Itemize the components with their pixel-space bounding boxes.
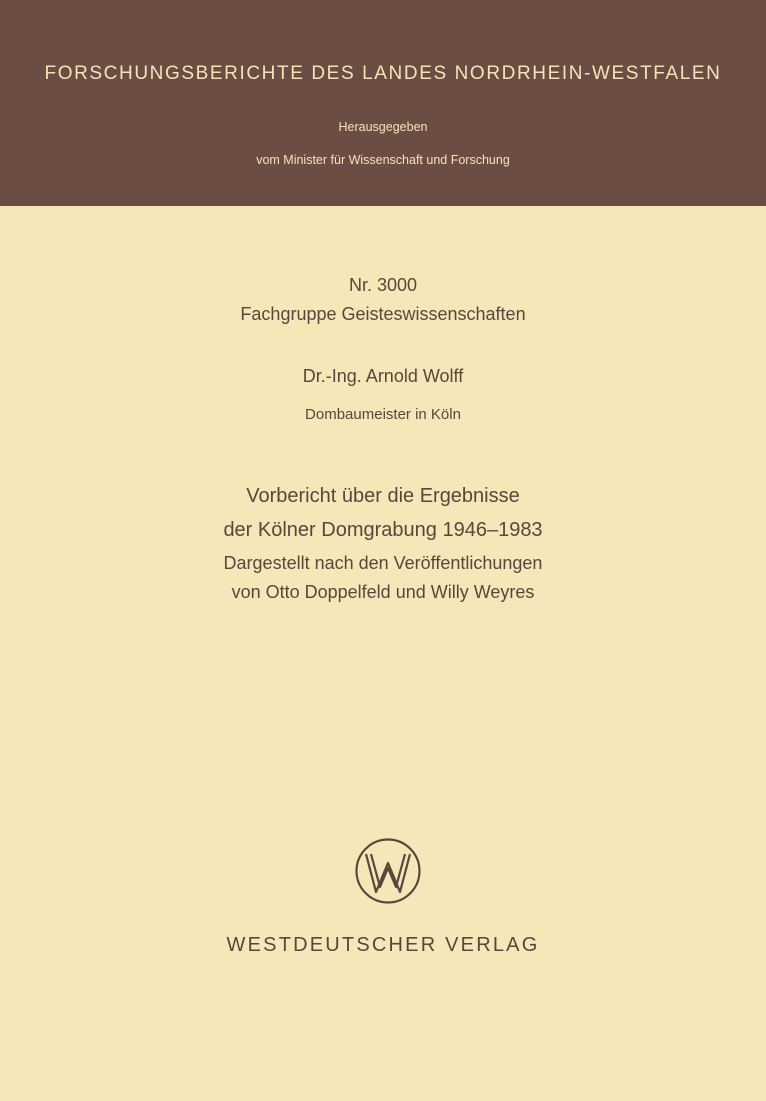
publisher-name: WESTDEUTSCHER VERLAG	[226, 934, 540, 956]
title-line-2: der Kölner Domgrabung 1946–1983	[223, 519, 543, 541]
title-line-1: Vorbericht über die Ergebnisse	[246, 485, 520, 507]
subtitle-line-2: von Otto Doppelfeld und Willy Weyres	[231, 582, 535, 602]
wv-publisher-logo-icon	[354, 837, 422, 905]
author-role: Dombaumeister in Köln	[305, 406, 461, 423]
ministry-label: vom Minister für Wissenschaft und Forschung	[256, 153, 510, 167]
series-title: FORSCHUNGSBERICHTE DES LANDES NORDRHEIN-WESTFALEN	[44, 63, 722, 84]
series-number: Nr. 3000	[348, 275, 418, 295]
author-name: Dr.-Ing. Arnold Wolff	[302, 366, 464, 386]
header-band	[0, 0, 766, 206]
published-by-label: Herausgegeben	[338, 120, 428, 134]
subject-group: Fachgruppe Geisteswissenschaften	[240, 304, 526, 324]
subtitle-line-1: Dargestellt nach den Veröffentlichungen	[223, 553, 543, 573]
